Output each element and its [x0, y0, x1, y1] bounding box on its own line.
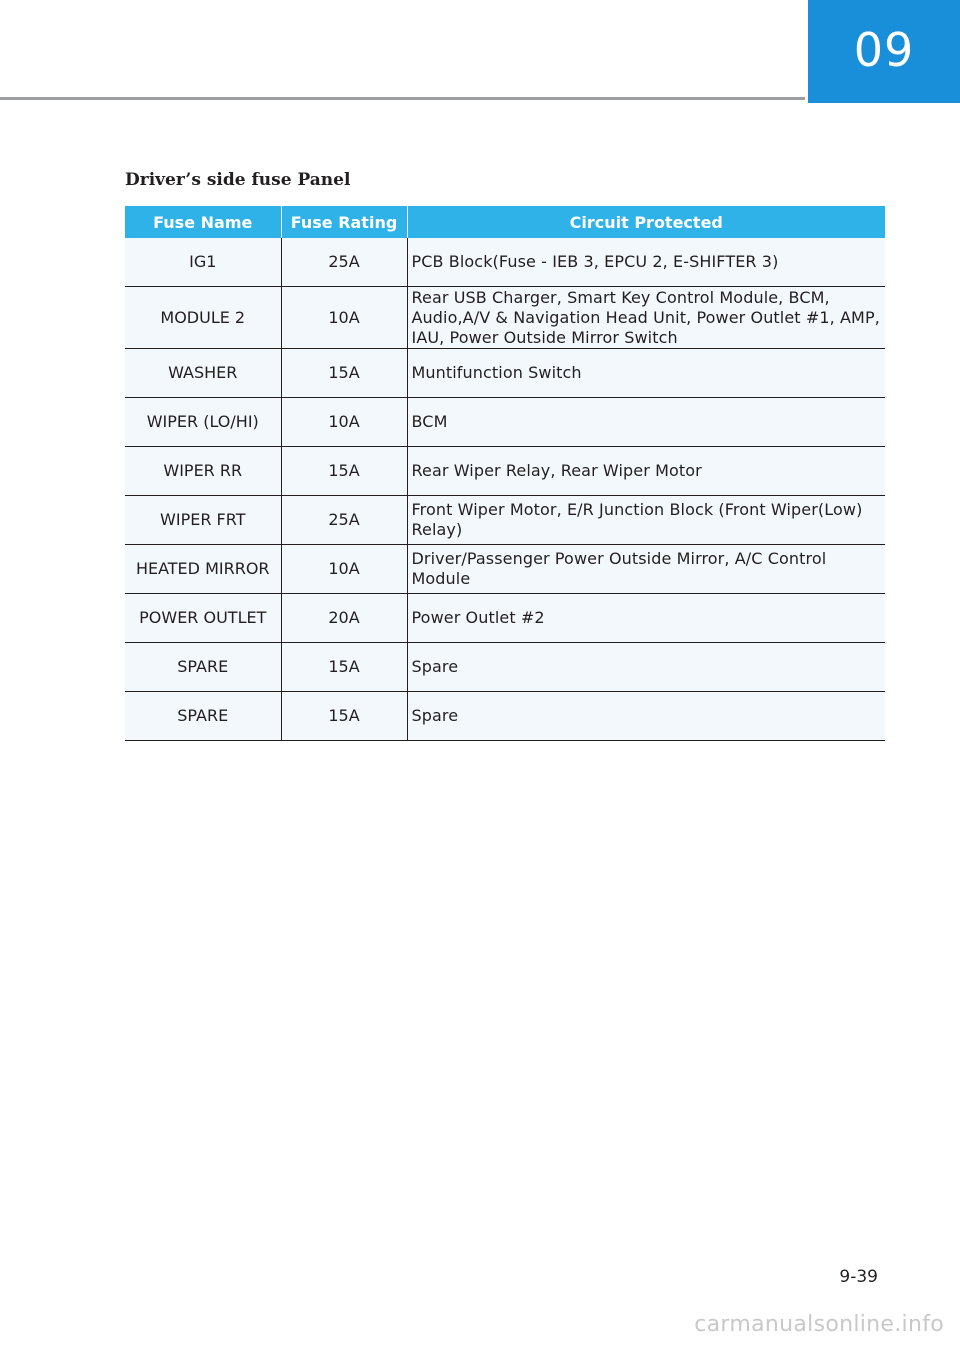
table-row — [125, 447, 885, 496]
fuse-name-cell: POWER OUTLET — [125, 594, 281, 643]
table-row — [125, 496, 885, 545]
header-rule — [0, 97, 805, 100]
header-fuse-rating: Fuse Rating — [281, 206, 407, 238]
fuse-rating-cell: 25A — [281, 496, 407, 545]
table-row — [125, 545, 885, 594]
fuse-name-cell: MODULE 2 — [125, 287, 281, 349]
fuse-rating-cell: 10A — [281, 287, 407, 349]
circuit-protected-cell: Spare — [407, 692, 885, 741]
header-fuse-name: Fuse Name — [125, 206, 281, 238]
circuit-protected-cell: PCB Block(Fuse - IEB 3, EPCU 2, E-SHIFTER 3) — [407, 238, 885, 287]
fuse-name-cell: IG1 — [125, 238, 281, 287]
fuse-rating-cell: 15A — [281, 349, 407, 398]
fuse-rating-cell: 10A — [281, 545, 407, 594]
chapter-tab — [808, 0, 960, 103]
fuse-name-cell: SPARE — [125, 692, 281, 741]
fuse-rating-cell: 10A — [281, 398, 407, 447]
circuit-protected-cell: Spare — [407, 643, 885, 692]
table-row — [125, 643, 885, 692]
chapter-number: 09 — [853, 22, 915, 77]
fuse-rating-cell: 15A — [281, 643, 407, 692]
table-row — [125, 238, 885, 287]
fuse-name-cell: WIPER (LO/HI) — [125, 398, 281, 447]
circuit-protected-cell: Front Wiper Motor, E/R Junction Block (Front Wiper(Low) Relay) — [407, 496, 885, 545]
circuit-protected-cell: Rear USB Charger, Smart Key Control Module, BCM, Audio,A/V & Navigation Head Unit, Power Outlet #1, AMP, IAU, Power Outside Mirror Switch — [407, 287, 885, 349]
circuit-protected-cell: Driver/Passenger Power Outside Mirror, A/C Control Module — [407, 545, 885, 594]
header-circuit-protected: Circuit Protected — [407, 206, 885, 238]
fuse-name-cell: WIPER RR — [125, 447, 281, 496]
circuit-protected-cell: Rear Wiper Relay, Rear Wiper Motor — [407, 447, 885, 496]
table-row — [125, 692, 885, 741]
fuse-rating-cell: 15A — [281, 447, 407, 496]
watermark: carmanualsonline.info — [694, 1312, 944, 1337]
fuse-name-cell: WASHER — [125, 349, 281, 398]
table-row — [125, 594, 885, 643]
section-title: Driver’s side fuse Panel — [125, 170, 351, 190]
table-row — [125, 398, 885, 447]
circuit-protected-cell: Power Outlet #2 — [407, 594, 885, 643]
table-header-row — [125, 206, 885, 238]
table-row — [125, 287, 885, 349]
fuse-name-cell: HEATED MIRROR — [125, 545, 281, 594]
fuse-rating-cell: 25A — [281, 238, 407, 287]
fuse-rating-cell: 15A — [281, 692, 407, 741]
page-number: 9-39 — [839, 1267, 878, 1287]
circuit-protected-cell: Muntifunction Switch — [407, 349, 885, 398]
fuse-name-cell: WIPER FRT — [125, 496, 281, 545]
fuse-rating-cell: 20A — [281, 594, 407, 643]
fuse-name-cell: SPARE — [125, 643, 281, 692]
fuse-table — [125, 206, 885, 741]
circuit-protected-cell: BCM — [407, 398, 885, 447]
table-row — [125, 349, 885, 398]
